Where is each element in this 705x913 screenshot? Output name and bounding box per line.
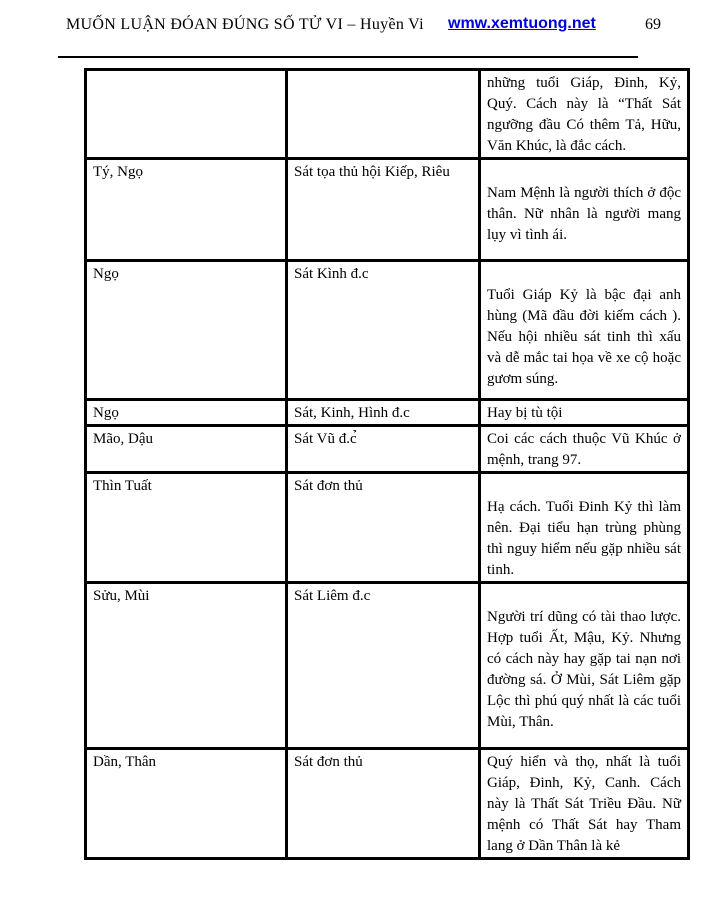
stars-cell: [287, 70, 480, 159]
page-number: 69: [645, 16, 661, 33]
interpretation-text: Tuổi Giáp Kỷ là bậc đại anh hùng (Mã đầu đời kiếm cách ). Nếu hội nhiều sát tinh thì xấu và dễ mắc tai họa về xe cộ hoặc gươm súng.: [487, 287, 681, 387]
table-row: [86, 426, 689, 473]
interpretation-text: Hay bị tù tội: [487, 405, 563, 421]
interpretation-cell: [480, 473, 689, 583]
leading-blank-line: [487, 162, 681, 183]
stars-cell: Sát Vũ đ.c̉: [287, 426, 480, 473]
stars-cell: Sát tọa thủ hội Kiếp, Riêu: [287, 159, 480, 261]
interpretation-text: Người trí dũng có tài thao lược. Hợp tuổi Ất, Mậu, Kỷ. Nhưng có cách này hay gặp tai nạn nơi đường sá. Ở Mùi, Sát Liêm gặp Lộc thì phú quý nhất là các tuổi Mùi, Thân.: [487, 609, 681, 730]
interpretation-cell: [480, 261, 689, 400]
interpretation-text: những tuổi Giáp, Đinh, Kỷ, Quý. Cách này là “Thất Sát ngưỡng đầu Có thêm Tả, Hữu, Văn Khúc, là đắc cách.: [487, 75, 681, 154]
page-header: [0, 0, 705, 60]
interpretation-text: Coi các cách thuộc Vũ Khúc ở mệnh, trang 97.: [487, 431, 681, 468]
zodiac-cell: Ngọ: [86, 400, 287, 426]
zodiac-cell: Ngọ: [86, 261, 287, 400]
table-row: [86, 70, 689, 159]
stars-cell: Sát Liêm đ.c: [287, 583, 480, 749]
interpretation-cell: [480, 749, 689, 859]
zodiac-cell: Sửu, Mùi: [86, 583, 287, 749]
stars-cell: Sát đơn thủ: [287, 749, 480, 859]
zodiac-cell: Dần, Thân: [86, 749, 287, 859]
interpretation-cell: [480, 400, 689, 426]
leading-blank-line: [487, 586, 681, 607]
zodiac-cell: Thìn Tuất: [86, 473, 287, 583]
header-rule: [58, 56, 638, 58]
table-row: [86, 261, 689, 400]
zodiac-cell: Mão, Dậu: [86, 426, 287, 473]
stars-cell: Sát, Kinh, Hình đ.c: [287, 400, 480, 426]
table-row: [86, 749, 689, 859]
table-row: [86, 159, 689, 261]
interpretation-cell: [480, 70, 689, 159]
interpretation-text: Hạ cách. Tuổi Đinh Kỷ thì làm nên. Đại tiểu hạn trùng phùng thì nguy hiểm nếu gặp nhiều sát tinh.: [487, 499, 681, 578]
content-table: [84, 68, 690, 860]
interpretation-cell: [480, 426, 689, 473]
leading-blank-line: [487, 264, 681, 285]
table-row: [86, 400, 689, 426]
table-row: [86, 583, 689, 749]
interpretation-cell: [480, 583, 689, 749]
content-table-body: [86, 70, 689, 859]
zodiac-cell: Tý, Ngọ: [86, 159, 287, 261]
leading-blank-line: [487, 476, 681, 497]
document-title: MUỐN LUẬN ĐÓAN ĐÚNG SỐ TỬ VI – Huyền Vi: [66, 16, 424, 33]
interpretation-text: Nam Mệnh là người thích ở độc thân. Nữ nhân là người mang lụy vì tình ái.: [487, 185, 681, 243]
table-row: [86, 473, 689, 583]
stars-cell: Sát Kình đ.c: [287, 261, 480, 400]
interpretation-cell: [480, 159, 689, 261]
stars-cell: Sát đơn thủ: [287, 473, 480, 583]
website-link[interactable]: wmw.xemtuong.net: [448, 15, 596, 32]
zodiac-cell: [86, 70, 287, 159]
interpretation-text: Quý hiển và thọ, nhất là tuổi Giáp, Đinh, Kỷ, Canh. Cách này là Thất Sát Triều Đầu. Nữ mệnh có Thất Sát hay Tham lang ở Dần Thân là kẻ: [487, 754, 681, 854]
